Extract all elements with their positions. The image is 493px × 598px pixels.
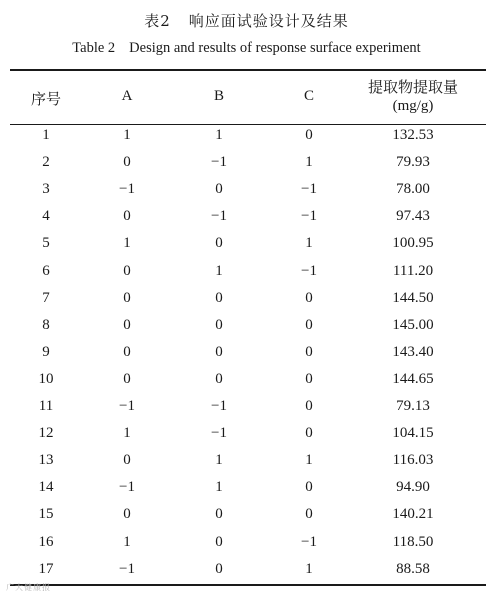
cell-a: 1 [123, 127, 131, 143]
cell-index: 8 [42, 316, 50, 333]
cell-yield: 88.58 [396, 560, 430, 577]
cell-c: 0 [305, 370, 313, 387]
cell-a: 1 [123, 533, 131, 550]
cell-index: 1 [42, 127, 50, 143]
cell-a: −1 [119, 181, 135, 198]
cell-a: 1 [123, 425, 131, 442]
table-bottom-rule [10, 584, 486, 586]
caption-cn-number: 表2 [144, 12, 171, 30]
cell-index: 13 [38, 452, 54, 469]
caption-en-number: Table 2 [72, 40, 116, 56]
cell-yield: 111.20 [392, 262, 434, 279]
cell-yield: 144.65 [392, 370, 434, 387]
cell-index: 9 [42, 343, 50, 360]
cell-b: 0 [215, 343, 223, 360]
cell-b: 0 [215, 370, 223, 387]
watermark-logo: 广大健康报 [6, 583, 51, 592]
cell-b: 0 [215, 181, 223, 198]
cell-b: 0 [215, 560, 223, 577]
cell-index: 2 [42, 154, 50, 171]
cell-b: 0 [215, 533, 223, 550]
cell-yield: 145.00 [392, 316, 434, 333]
cell-c: 0 [305, 425, 313, 442]
header-factor-c: C [303, 88, 315, 104]
cell-c: −1 [301, 262, 317, 279]
cell-b: 1 [215, 262, 223, 279]
cell-b: −1 [211, 425, 227, 442]
cell-c: 0 [305, 479, 313, 496]
cell-c: 0 [305, 398, 313, 414]
cell-index: 3 [42, 181, 50, 198]
cell-index: 11 [38, 398, 54, 414]
cell-index: 7 [42, 289, 50, 306]
cell-c: 0 [305, 343, 313, 360]
cell-index: 17 [38, 560, 54, 577]
table-caption-en [0, 40, 493, 57]
cell-b: 1 [215, 452, 223, 469]
cell-c: −1 [301, 181, 317, 198]
cell-c: 0 [305, 506, 313, 523]
cell-c: 1 [305, 452, 313, 469]
cell-c: 1 [305, 154, 313, 171]
cell-c: 1 [305, 560, 313, 577]
caption-en-title: Design and results of response surface experiment [129, 40, 421, 56]
cell-a: 0 [123, 370, 131, 387]
cell-a: −1 [119, 560, 135, 577]
cell-index: 5 [42, 235, 50, 252]
cell-a: 0 [123, 262, 131, 279]
cell-a: 0 [123, 316, 131, 333]
cell-index: 14 [38, 479, 54, 496]
cell-index: 10 [38, 370, 54, 387]
cell-b: 1 [215, 479, 223, 496]
caption-cn-title: 响应面试验设计及结果 [188, 12, 349, 30]
table-header-rule [10, 124, 486, 125]
cell-yield: 140.21 [392, 506, 434, 523]
cell-c: 0 [305, 127, 313, 143]
cell-yield: 143.40 [392, 343, 434, 360]
table-caption-cn [0, 10, 493, 31]
cell-c: 0 [305, 316, 313, 333]
header-yield: 提取物提取量 [367, 78, 459, 96]
cell-yield: 100.95 [392, 235, 434, 252]
header-index: 序号 [30, 90, 62, 108]
cell-b: −1 [211, 154, 227, 171]
cell-yield: 78.00 [396, 181, 430, 198]
cell-a: 0 [123, 452, 131, 469]
cell-index: 16 [38, 533, 54, 550]
cell-a: 1 [123, 235, 131, 252]
cell-index: 4 [42, 208, 50, 225]
cell-yield: 79.13 [396, 398, 430, 414]
cell-b: 0 [215, 316, 223, 333]
cell-yield: 132.53 [392, 127, 434, 143]
cell-index: 15 [38, 506, 54, 523]
table-top-rule [10, 69, 486, 71]
cell-yield: 144.50 [392, 289, 434, 306]
cell-b: 0 [215, 235, 223, 252]
header-factor-b: B [213, 88, 225, 104]
cell-index: 6 [42, 262, 50, 279]
cell-yield: 79.93 [396, 154, 430, 171]
cell-a: 0 [123, 154, 131, 171]
header-yield-unit: (mg/g) [392, 98, 434, 114]
cell-b: 0 [215, 506, 223, 523]
cell-b: −1 [211, 208, 227, 225]
cell-c: −1 [301, 208, 317, 225]
cell-a: 0 [123, 506, 131, 523]
cell-a: 0 [123, 343, 131, 360]
cell-index: 12 [38, 425, 54, 442]
cell-yield: 104.15 [392, 425, 434, 442]
cell-a: 0 [123, 289, 131, 306]
cell-yield: 94.90 [396, 479, 430, 496]
header-factor-a: A [121, 88, 133, 104]
cell-yield: 97.43 [396, 208, 430, 225]
cell-yield: 118.50 [392, 533, 434, 550]
cell-a: −1 [119, 479, 135, 496]
cell-a: 0 [123, 208, 131, 225]
cell-b: 0 [215, 289, 223, 306]
cell-c: −1 [301, 533, 317, 550]
cell-c: 1 [305, 235, 313, 252]
cell-b: −1 [211, 398, 227, 414]
cell-a: −1 [119, 398, 135, 414]
cell-c: 0 [305, 289, 313, 306]
cell-yield: 116.03 [392, 452, 434, 469]
cell-b: 1 [215, 127, 223, 143]
